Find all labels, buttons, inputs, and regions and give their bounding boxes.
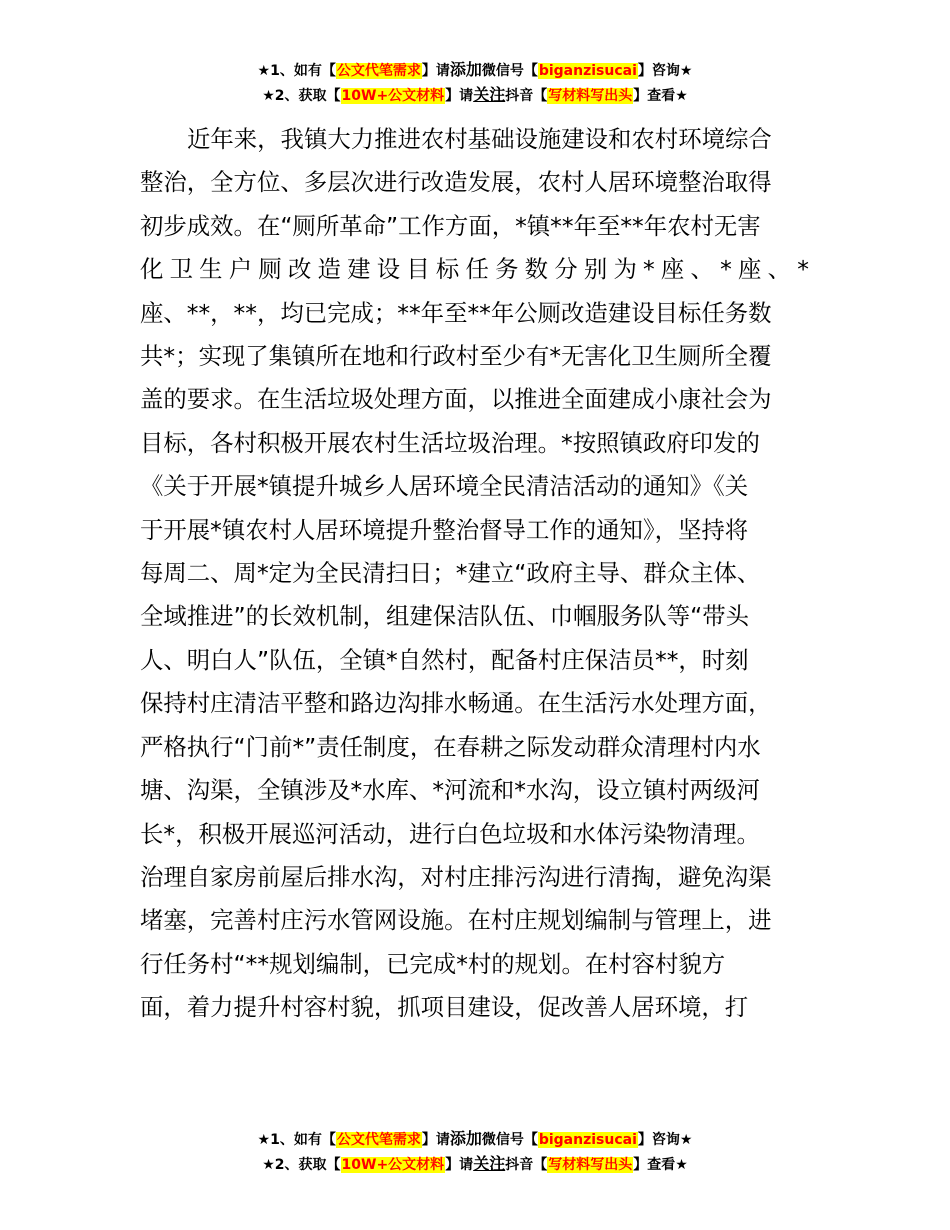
banner-text: 2、获取【	[274, 88, 341, 104]
highlight-service: 公文代笔需求	[336, 63, 421, 79]
star-icon: ★	[675, 88, 688, 104]
banner-text: 】请	[421, 1132, 450, 1148]
banner-text: 2、获取【	[274, 1157, 341, 1173]
banner-text: 】请	[421, 63, 450, 79]
highlight-materials: 10W+公文材料	[341, 1157, 445, 1173]
banner-text: 1、如有【	[270, 1132, 336, 1148]
star-icon: ★	[257, 63, 271, 79]
banner-text: 】请	[445, 1157, 474, 1173]
banner-text: 】咨询	[637, 1132, 680, 1148]
body-line: 座、**，**，均已完成；**年至**年公厕改造建设目标任务数	[140, 298, 772, 327]
highlight-wechat-id: biganzisucai	[538, 63, 637, 79]
body-line: 堵塞，完善村庄污水管网设施。在村庄规划编制与管理上，进	[140, 906, 772, 935]
body-line: 于开展*镇农村人居环境提升整治督导工作的通知》，坚持将	[140, 515, 749, 544]
star-icon: ★	[262, 1157, 275, 1173]
body-line: 塘、沟渠，全镇涉及*水库、*河流和*水沟，设立镇村两级河	[140, 776, 760, 805]
body-line: 全域推进”的长效机制，组建保洁队伍、巾帼服务队等“带头	[140, 602, 749, 631]
body-line: 盖的要求。在生活垃圾处理方面，以推进全面建成小康社会为	[140, 385, 772, 414]
body-line: 人、明白人”队伍，全镇*自然村，配备村庄保洁员**，时刻	[140, 645, 749, 674]
banner-text: 】查看	[633, 88, 676, 104]
header-banner	[0, 58, 950, 108]
highlight-materials: 10W+公文材料	[341, 88, 445, 104]
highlight-douyin-id: 写材料写出头	[548, 88, 633, 104]
body-line: 每周二、周*定为全民清扫日；*建立“政府主导、群众主体、	[140, 559, 761, 588]
star-icon: ★	[679, 63, 693, 79]
banner-line-2	[0, 83, 950, 108]
star-icon: ★	[675, 1157, 688, 1173]
banner-text: 微信号【	[481, 63, 538, 79]
banner-emphasis: 添加	[449, 60, 482, 79]
banner-emphasis: 关注	[473, 85, 506, 104]
body-line: 治理自家房前屋后排水沟，对村庄排污沟进行清掏，避免沟渠	[140, 862, 772, 891]
body-line: 严格执行“门前*”责任制度，在春耕之际发动群众清理村内水	[140, 732, 761, 761]
body-line: 近年来，我镇大力推进农村基础设施建设和农村环境综合	[187, 125, 772, 153]
banner-text: 】咨询	[637, 63, 680, 79]
body-line: 《关于开展*镇提升城乡人居环境全民清洁活动的通知》《关	[140, 472, 749, 501]
banner-text: 】查看	[633, 1157, 676, 1173]
body-line: 初步成效。在“厕所革命”工作方面，*镇**年至**年农村无害	[140, 211, 761, 240]
body-line: 面，着力提升村容村貌，抓项目建设，促改善人居环境，打	[140, 993, 749, 1022]
banner-line-2	[0, 1152, 950, 1177]
banner-text: 】请	[445, 88, 474, 104]
body-paragraph	[140, 118, 816, 1030]
star-icon: ★	[262, 88, 275, 104]
footer-banner	[0, 1127, 950, 1177]
banner-text: 1、如有【	[270, 63, 336, 79]
body-line: 化卫生户厕改造建设目标任务数分别为*座、*座、*	[140, 255, 816, 284]
body-line: 行任务村“**规划编制，已完成*村的规划。在村容村貌方	[140, 949, 726, 978]
highlight-douyin-id: 写材料写出头	[548, 1157, 633, 1173]
banner-line-1	[0, 1127, 950, 1152]
highlight-service: 公文代笔需求	[336, 1132, 421, 1148]
banner-text: 微信号【	[481, 1132, 538, 1148]
star-icon: ★	[257, 1132, 271, 1148]
banner-text: 抖音【	[505, 88, 548, 104]
body-line: 共*；实现了集镇所在地和行政村至少有*无害化卫生厕所全覆	[140, 342, 772, 371]
highlight-wechat-id: biganzisucai	[538, 1132, 637, 1148]
banner-emphasis: 添加	[449, 1129, 482, 1148]
banner-line-1	[0, 58, 950, 83]
star-icon: ★	[679, 1132, 693, 1148]
body-line: 保持村庄清洁平整和路边沟排水畅通。在生活污水处理方面，	[140, 689, 772, 718]
body-line: 整治，全方位、多层次进行改造发展，农村人居环境整治取得	[140, 168, 772, 197]
body-line: 目标，各村积极开展农村生活垃圾治理。*按照镇政府印发的	[140, 428, 760, 457]
banner-text: 抖音【	[505, 1157, 548, 1173]
body-line: 长*，积极开展巡河活动，进行白色垃圾和水体污染物清理。	[140, 819, 760, 848]
banner-emphasis: 关注	[473, 1154, 506, 1173]
